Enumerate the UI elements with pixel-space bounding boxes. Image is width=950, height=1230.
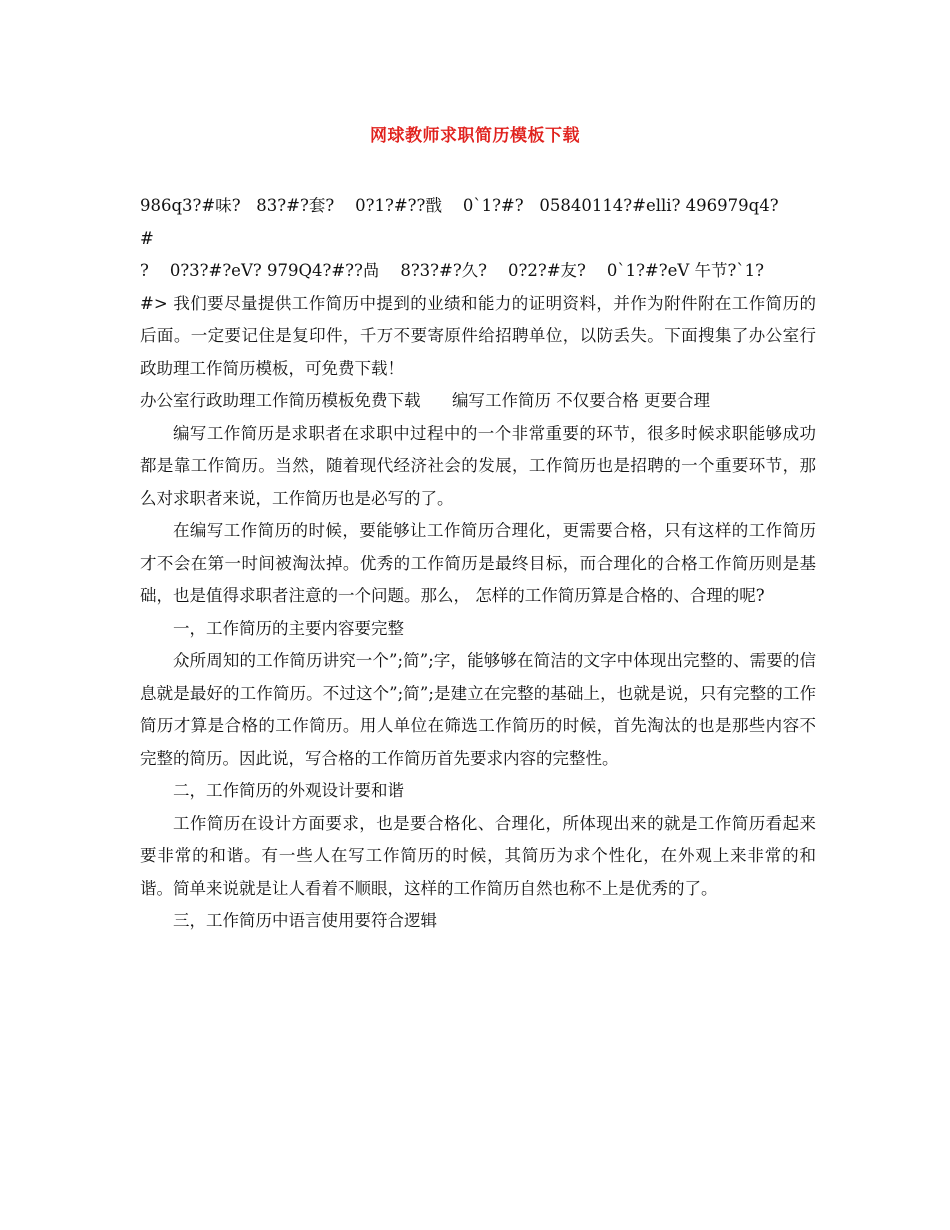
section-heading-3: 三，工作简历中语言使用要符合逻辑 <box>173 911 437 930</box>
document-body <box>140 190 816 938</box>
garbled-line-2: # <box>140 228 154 248</box>
garbled-line-3: ? 0?3?#?eV? 979Q4?#??咼 8?3?#?久? 0?2?#友? 0`1?#?eV 午节?`1? <box>140 261 764 280</box>
section-paragraph-1: 众所周知的工作简历讲究一个”;简”;字，能够够在简洁的文字中体现出完整的、需要的信息就是最好的工作简历。不过这个”;简”;是建立在完整的基础上，也就是说，只有完整的工作简历才算是合格的工作简历。用人单位在筛选工作简历的时候，首先淘汰的也是那些内容不完整的简历。因此说，写合格的工作简历首先要求内容的完整性。 <box>140 651 816 768</box>
section-paragraph-2: 工作简历在设计方面要求，也是要合格化、合理化，所体现出来的就是工作简历看起来要非常的和谐。有一些人在写工作简历的时候，其简历为求个性化，在外观上来非常的和谐。简单来说就是让人看着不顺眼，这样的工作简历自然也称不上是优秀的了。 <box>140 813 816 898</box>
body-paragraph-1: 编写工作简历是求职者在求职中过程中的一个非常重要的环节，很多时候求职能够成功都是靠工作简历。当然，随着现代经济社会的发展，工作简历也是招聘的一个重要环节，那么对求职者来说，工作简历也是必写的了。 <box>140 423 816 508</box>
body-paragraph-2: 在编写工作简历的时候，要能够让工作简历合理化，更需要合格，只有这样的工作简历才不会在第一时间被淘汰掉。优秀的工作简历是最终目标，而合理化的合格工作简历则是基础，也是值得求职者注意的一个问题。那么， 怎样的工作简历算是合格的、合理的呢? <box>140 521 816 605</box>
intro-paragraph: #> 我们要尽量提供工作简历中提到的业绩和能力的证明资料，并作为附件附在工作简历的后面。一定要记住是复印件，千万不要寄原件给招聘单位，以防丢失。下面搜集了办公室行政助理工作简历模板，可免费下载！ <box>140 293 816 378</box>
subtitle-line: 办公室行政助理工作简历模板免费下载 编写工作简历 不仅要合格 更要合理 <box>140 391 710 410</box>
document-title: 网球教师求职简历模板下载 <box>370 126 580 146</box>
section-heading-2: 二，工作简历的外观设计要和谐 <box>173 781 404 800</box>
garbled-line-1: 986q3?#味? 83?#?套? 0?1?#??戬 0`1?#? 05840114?#elli? 496979q4? <box>140 196 779 215</box>
section-heading-1: 一，工作简历的主要内容要完整 <box>173 618 404 638</box>
